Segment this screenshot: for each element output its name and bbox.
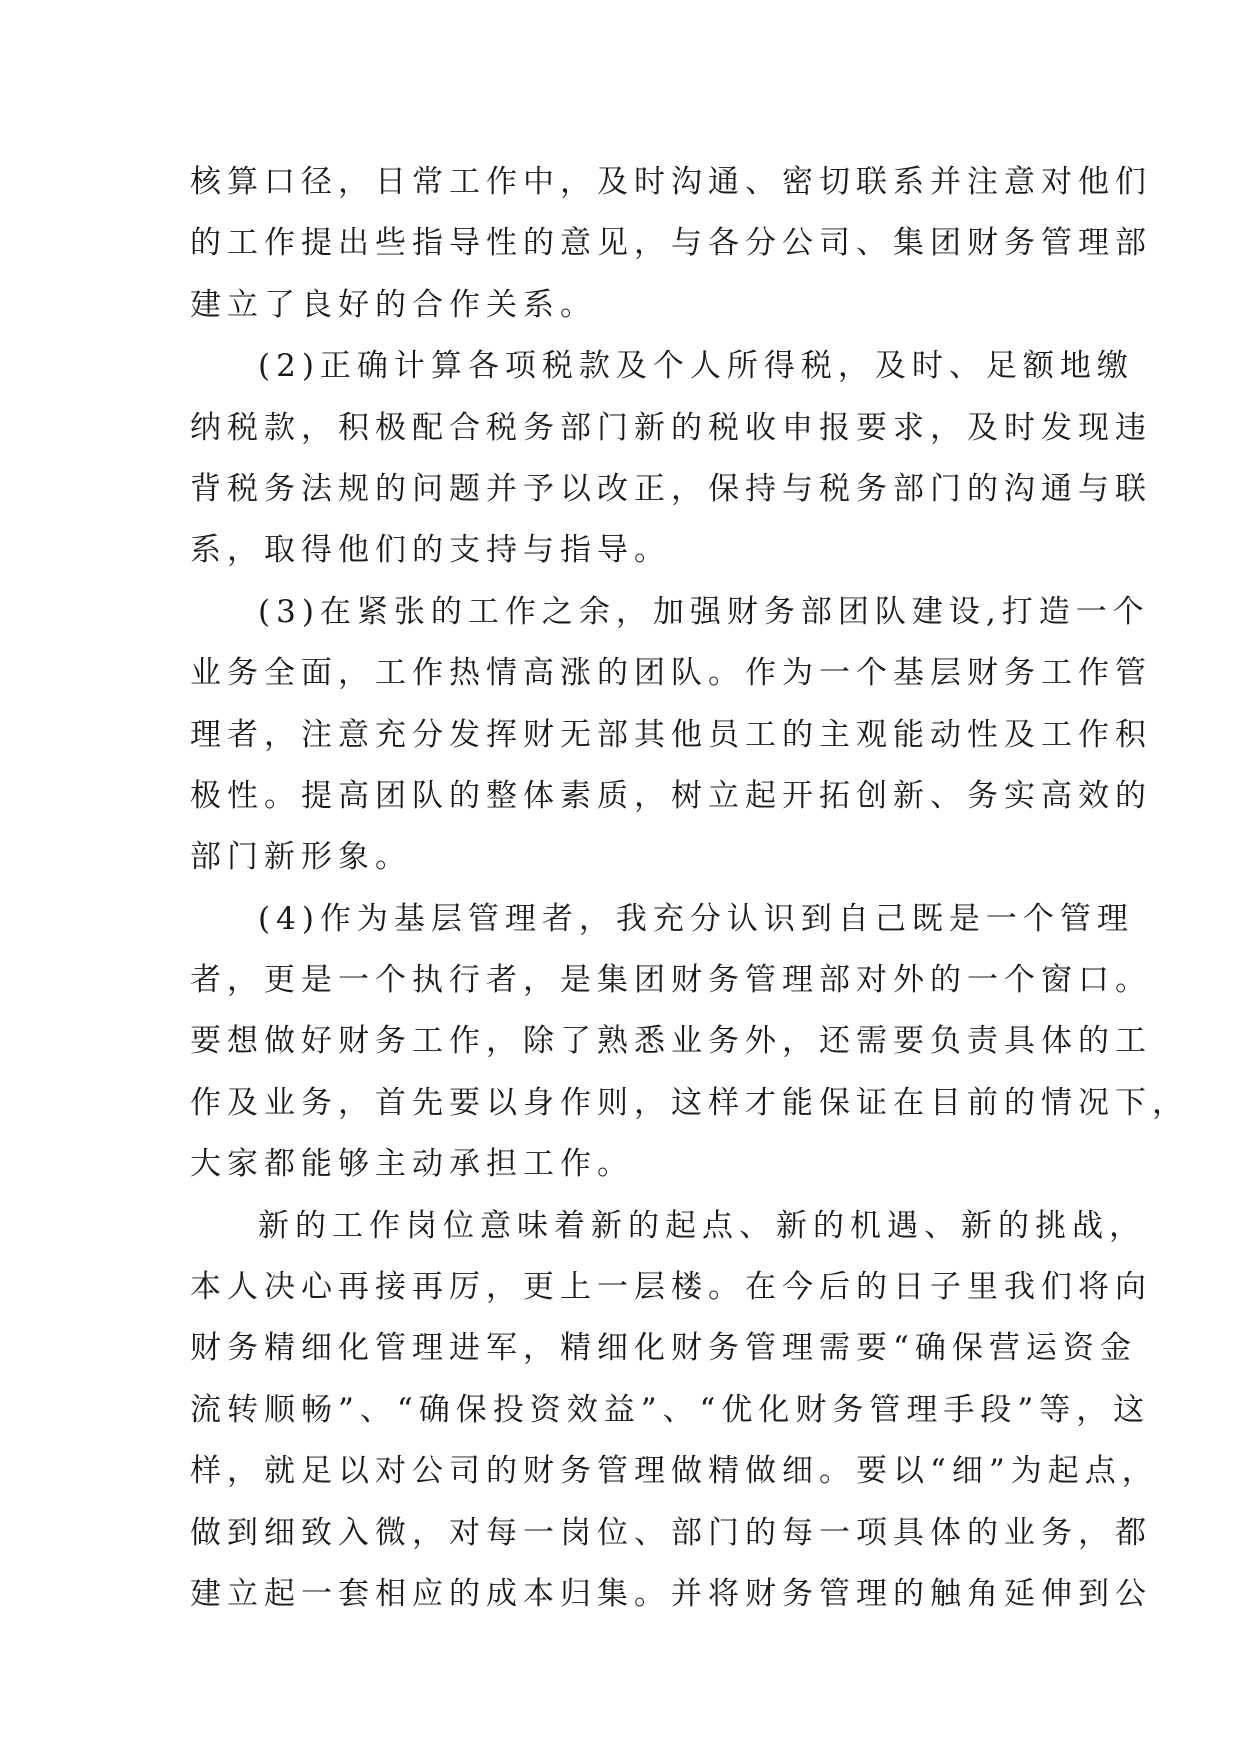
paragraph-2-first-line: (2)正确计算各项税款及个人所得税，及时、足额地缴 (258, 348, 1134, 385)
text-line: 大家都能够主动承担工作。 (190, 1146, 634, 1183)
text-line: 背税务法规的问题并予以改正，保持与税务部门的沟通与联 (190, 470, 1152, 507)
body-text (190, 152, 1189, 1625)
text-line: 部门新形象。 (190, 839, 412, 876)
text-line: 者，更是一个执行者，是集团财务管理部对外的一个窗口。 (190, 962, 1152, 999)
paragraph-3-first-line: (3)在紧张的工作之余，加强财务部团队建设,打造一个 (258, 593, 1150, 630)
text-line: 核算口径，日常工作中，及时沟通、密切联系并注意对他们 (190, 164, 1152, 200)
paragraph-5-first-line: 新的工作岗位意味着新的起点、新的机遇、新的挑战， (258, 1207, 1146, 1244)
text-line: 的工作提出些指导性的意见，与各分公司、集团财务管理部 (190, 225, 1152, 262)
paragraph-4-first-line: (4)作为基层管理者，我充分认识到自己既是一个管理 (258, 900, 1134, 937)
text-line: 做到细致入微，对每一岗位、部门的每一项具体的业务，都 (190, 1514, 1152, 1551)
text-line: 建立起一套相应的成本归集。并将财务管理的触角延伸到公 (190, 1575, 1152, 1612)
text-line: 要想做好财务工作，除了熟悉业务外，还需要负责具体的工 (190, 1023, 1152, 1060)
text-line: 流转顺畅”、“确保投资效益”、“优化财务管理手段”等，这 (190, 1391, 1151, 1428)
text-line: 系，取得他们的支持与指导。 (190, 532, 671, 569)
text-line: 建立了良好的合作关系。 (190, 286, 597, 323)
text-line: 作及业务，首先要以身作则，这样才能保证在目前的情况下， (190, 1084, 1189, 1121)
text-line: 理者，注意充分发挥财无部其他员工的主观能动性及工作积 (190, 716, 1152, 753)
text-line: 极性。提高团队的整体素质，树立起开拓创新、务实高效的 (190, 777, 1152, 814)
text-line: 纳税款，积极配合税务部门新的税收申报要求，及时发现违 (190, 409, 1152, 446)
text-line: 样，就足以对公司的财务管理做精做细。要以“细”为起点， (190, 1453, 1159, 1490)
text-line: 财务精细化管理进军，精细化财务管理需要“确保营运资金 (190, 1330, 1137, 1367)
text-line: 业务全面，工作热情高涨的团队。作为一个基层财务工作管 (190, 655, 1152, 692)
text-line: 本人决心再接再厉，更上一层楼。在今后的日子里我们将向 (190, 1269, 1152, 1306)
